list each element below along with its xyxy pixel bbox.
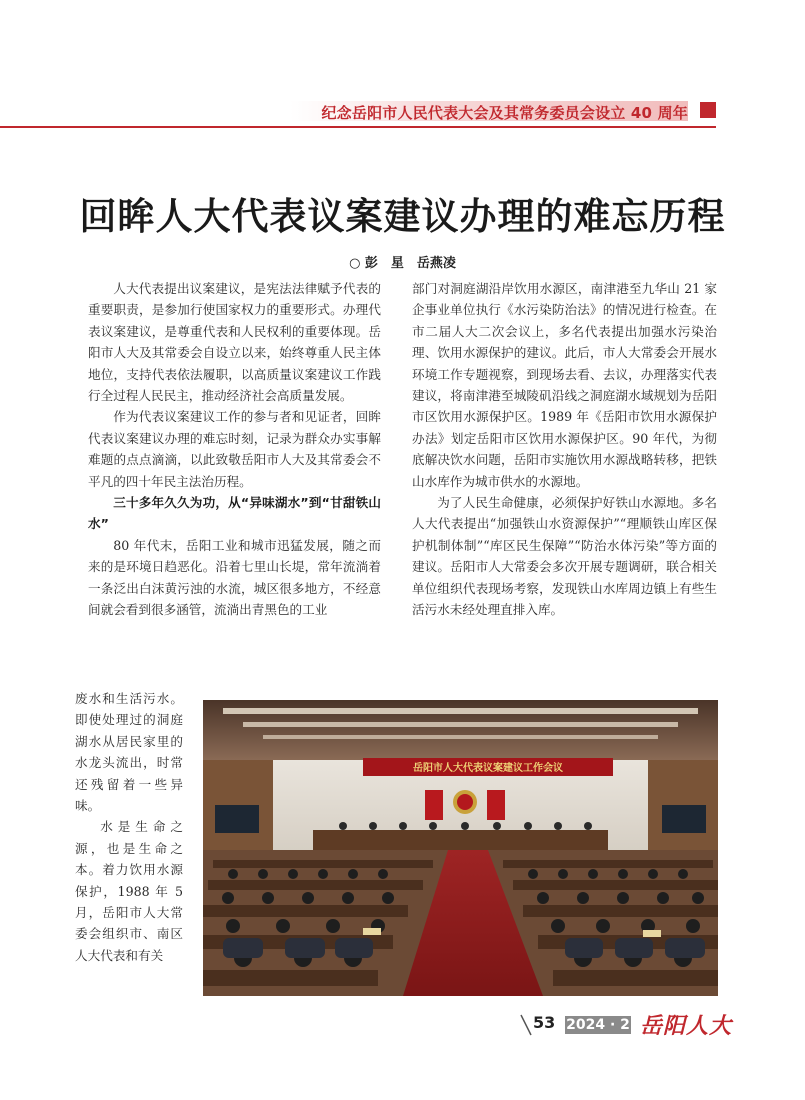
- paragraph: 水是生命之源，也是生命之本。着力饮用水源保护，1988 年 5 月，岳阳市人大常委会组织市、南区人大代表和有关: [75, 819, 183, 963]
- magazine-masthead: 岳阳人大: [640, 1013, 733, 1039]
- footer-slash-mark: [519, 1014, 533, 1036]
- paragraph: 作为代表议案建议工作的参与者和见证者，回眸代表议案建议办理的难忘时刻，记录为群众办实事解难题的点点滴滴，以此致敬岳阳市人大及其常委会不平凡的四十年民主法治历程。: [88, 409, 381, 489]
- paragraph: 为了人民生命健康，必须保护好铁山水源地。多名人大代表提出“加强铁山水资源保护”“理顺铁山库区保护机制体制”“库区民生保障”“防治水体污染”等方面的建议。岳阳市人大常委会多次开展专题调研，联合相关单位组织代表现场考察，发现铁山水库周边镇上有些生活污水未经处理直排入库。: [412, 495, 717, 618]
- page-number: 53: [533, 1013, 556, 1032]
- left-column: [88, 278, 381, 621]
- meeting-photo: [203, 700, 718, 996]
- article-title: 回眸人大代表议案建议办理的难忘历程: [79, 195, 726, 238]
- header-rule: [0, 126, 716, 128]
- right-column: [412, 278, 717, 621]
- narrow-column: [75, 688, 183, 966]
- article-byline: ○ 彭 星 岳燕凌: [349, 256, 456, 271]
- paragraph: 部门对洞庭湖沿岸饮用水源区，南津港至九华山 21 家企事业单位执行《水污染防治法》的情况进行检查。在市二届人大二次会议上，多名代表提出加强水污染治理、饮用水源保护的建议。此后，市人大常委会开展水环境工作专题视察，到现场去看、去议，办理落实代表建议，将南津港至城陵矶沿线之洞庭湖水域规划为岳阳市区饮用水源保护区。1989 年《岳阳市饮用水源保护办法》划定岳阳市区饮用水源保护区。90 年代，为彻底解决饮水问题，岳阳市实施饮用水源战略转移，把铁山水库作为城市供水的水源地。: [412, 281, 717, 489]
- paragraph: 人大代表提出议案建议，是宪法法律赋予代表的重要职责，是参加行使国家权力的重要形式。办理代表议案建议，是尊重代表和人民权利的重要体现。岳阳市人大及其常委会自设立以来，始终尊重人民主体地位，支持代表依法履职，以高质量议案建议工作践行全过程人民民主，推动经济社会高质量发展。: [88, 281, 381, 404]
- paragraph: 80 年代末，岳阳工业和城市迅猛发展，随之而来的是环境日趋恶化。沿着七里山长堤，常年流淌着一条泛出白沫黄污浊的水流，城区很多地方，不经意间就会看到很多涵管，流淌出青黑色的工业: [88, 537, 381, 618]
- photo-banner-text: 岳阳市人大代表议案建议工作会议: [413, 763, 563, 774]
- banner-square-mark: [700, 102, 716, 118]
- paragraph: 废水和生活污水。即使处理过的洞庭湖水从居民家里的水龙头流出，时常还残留着一些异味。: [75, 691, 183, 814]
- issue-number: 2024 · 2: [566, 1017, 630, 1033]
- section-banner: 纪念岳阳市人民代表大会及其常务委员会设立 40 周年: [321, 104, 688, 122]
- section-subheading: 三十多年久久为功，从“异味湖水”到“甘甜铁山水”: [88, 495, 381, 532]
